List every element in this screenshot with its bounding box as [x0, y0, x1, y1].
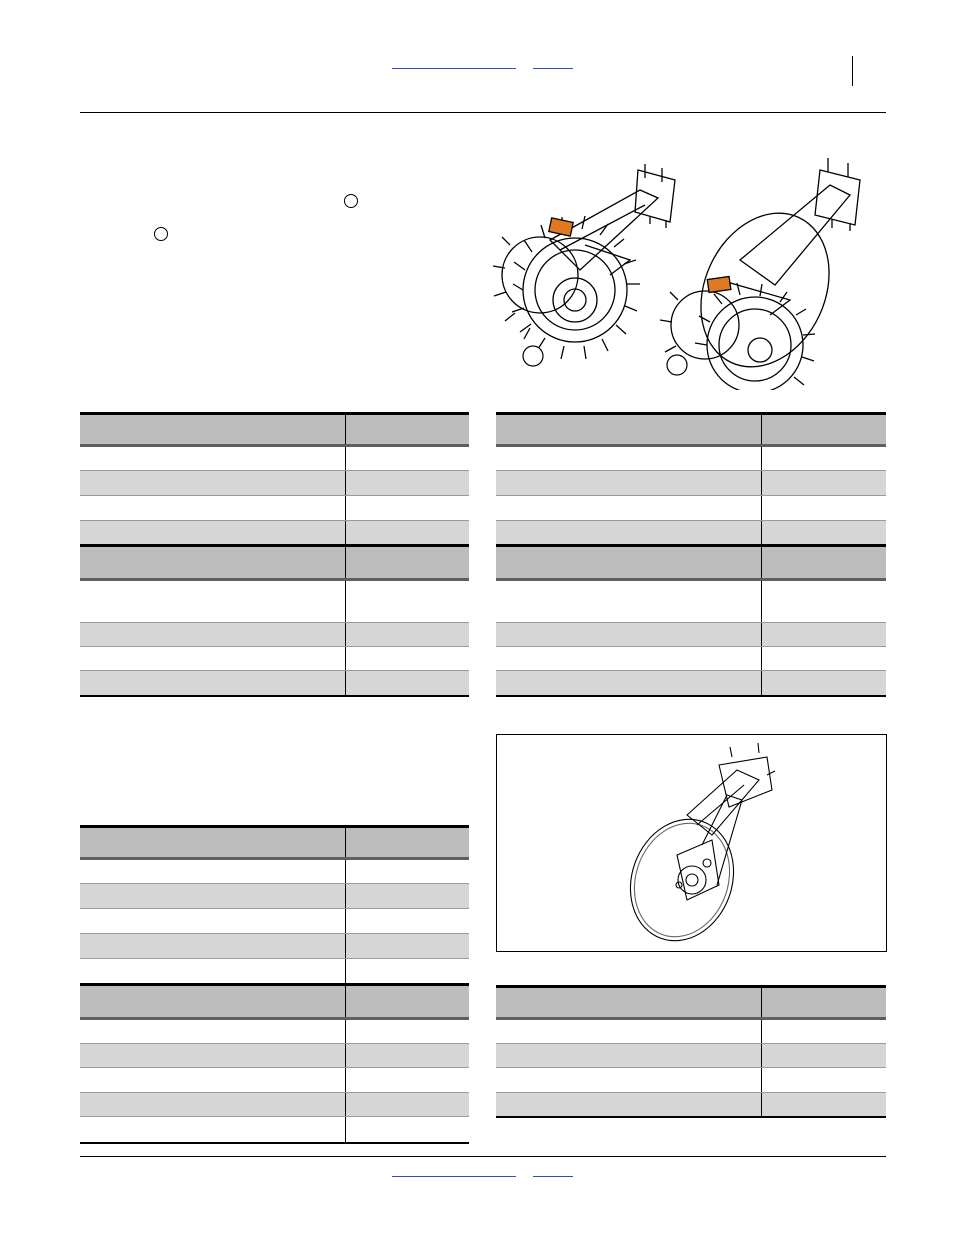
figure-callout-1 [523, 346, 543, 366]
disc-opener-drawing [497, 735, 886, 951]
left-table-3 [80, 825, 469, 985]
left-table-4 [80, 983, 469, 1144]
spring-label-left [549, 218, 573, 236]
footer-link-1[interactable] [392, 1176, 516, 1177]
header-rule [80, 112, 886, 113]
arm-right [720, 158, 860, 315]
page-edge-marker [852, 56, 853, 86]
left-table-1 [80, 412, 469, 547]
spiked-wheel-left [493, 216, 640, 359]
inline-callout-2 [154, 227, 168, 241]
left-table-2 [80, 544, 469, 697]
disc-opener-figure-box [496, 734, 887, 952]
figure-callout-2 [667, 355, 687, 375]
footer-link-2[interactable] [533, 1176, 573, 1177]
arm-left [550, 164, 675, 275]
inline-callout-1 [344, 194, 358, 208]
closing-wheel-figure [490, 150, 886, 390]
right-table-3 [496, 985, 886, 1118]
spring-label-right [707, 277, 731, 293]
right-table-2 [496, 544, 886, 697]
header-link-2[interactable] [533, 68, 573, 69]
footer-rule [80, 1156, 886, 1157]
header-link-1[interactable] [392, 68, 516, 69]
right-table-1 [496, 412, 886, 547]
